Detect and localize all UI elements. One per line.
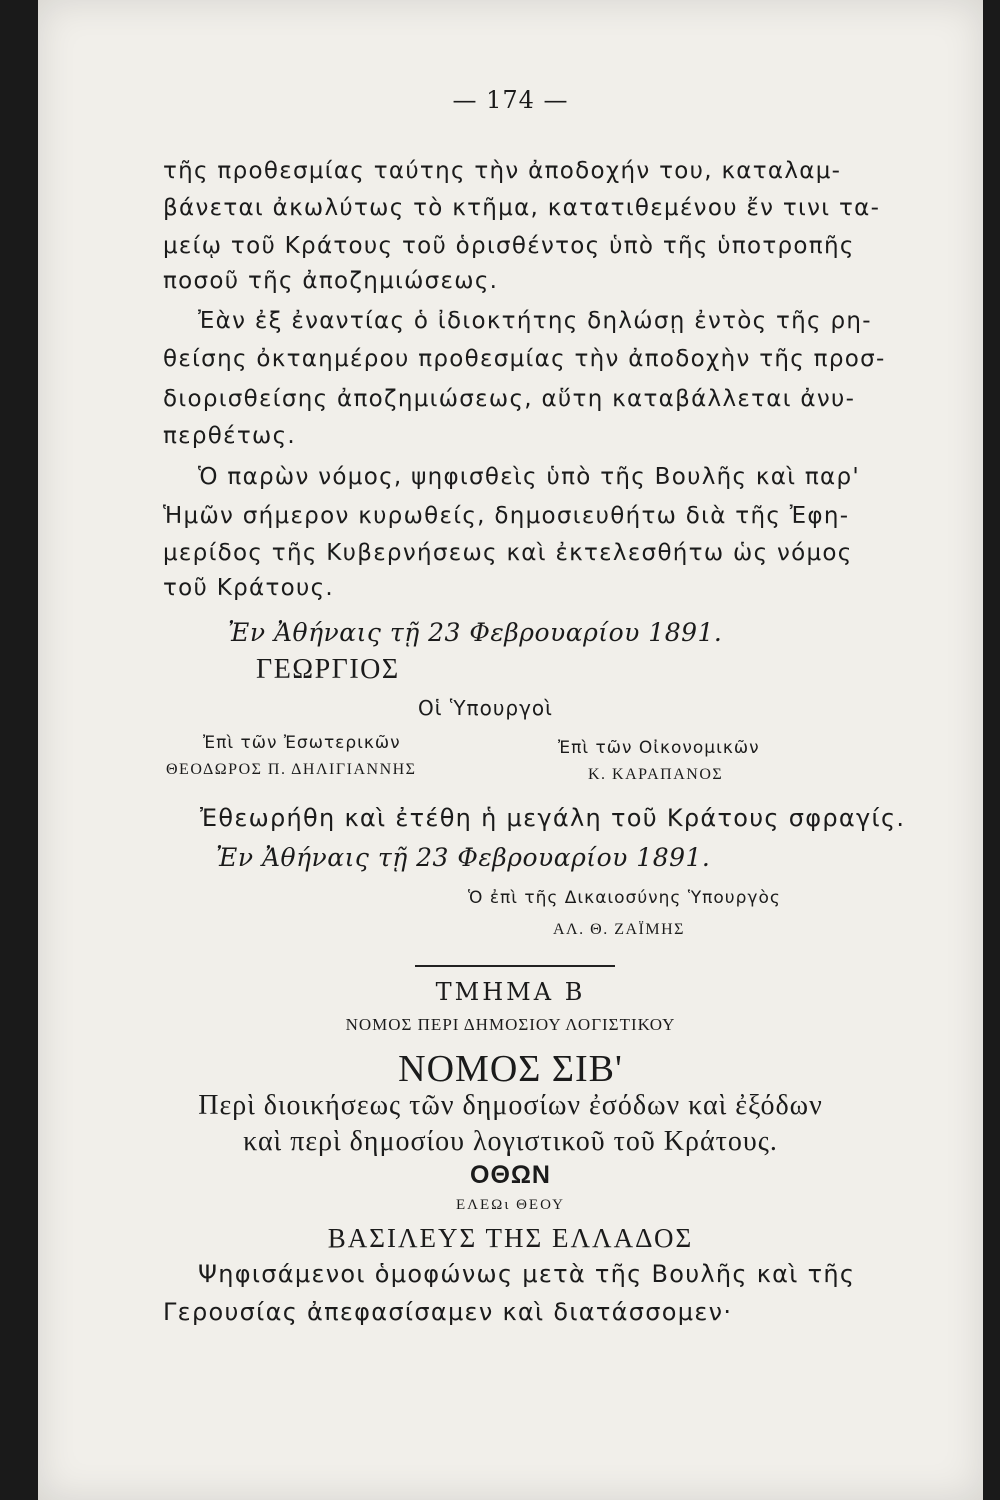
- document-page: [38, 0, 983, 1500]
- paragraph-2-line-4: περθέτως.: [163, 423, 297, 449]
- law-subject-line-1: Περὶ διοικήσεως τῶν δημοσίων ἐσόδων καὶ ἐξόδων: [198, 1090, 823, 1121]
- monarch-name: ΟΘΩΝ: [470, 1161, 551, 1189]
- paragraph-3-line-3: μερίδος τῆς Κυβερνήσεως καὶ ἐκτελεσθήτω ὡς νόμος: [163, 540, 853, 566]
- paragraph-1-line-3: μείῳ τοῦ Κράτους τοῦ ὁρισθέντος ὑπὸ τῆς ὑποτροπῆς: [163, 233, 855, 259]
- monarch-grace: ΕΛΕΩι ΘΕΟΥ: [455, 1197, 566, 1213]
- paragraph-1-line-1: τῆς προθεσμίας ταύτης τὴν ἀποδοχήν του, καταλαμ-: [163, 158, 842, 184]
- monarch-title: ΒΑΣΙΛΕΥΣ ΤΗΣ ΕΛΛΑΔΟΣ: [327, 1223, 694, 1253]
- paragraph-3-line-1: Ὁ παρὼν νόμος, ψηφισθεὶς ὑπὸ τῆς Βουλῆς καὶ παρ': [198, 464, 861, 490]
- justice-minister-office: Ὁ ἐπὶ τῆς Δικαιοσύνης Ὑπουργὸς: [468, 888, 781, 908]
- paragraph-2-line-2: θείσης ὀκταημέρου προθεσμίας τὴν ἀποδοχὴν τῆς προσ-: [163, 346, 886, 372]
- ministers-heading: Οἱ Ὑπουργοὶ: [418, 696, 553, 720]
- section-subtitle: ΝΟΜΟΣ ΠΕΡΙ ΔΗΜΟΣΙΟΥ ΛΟΓΙΣΤΙΚΟΥ: [345, 1015, 676, 1034]
- justice-minister-name: ΑΛ. Θ. ΖΑΪΜΗΣ: [553, 921, 685, 938]
- paragraph-1-line-2: βάνεται ἀκωλύτως τὸ κτῆμα, κατατιθεμένου ἔν τινι τα-: [163, 195, 881, 221]
- date-line-1: Ἐν Ἀθήναις τῇ 23 Φεβρουαρίου 1891.: [228, 618, 723, 647]
- law-subject-line-2: καὶ περὶ δημοσίου λογιστικοῦ τοῦ Κράτους.: [243, 1126, 778, 1157]
- decree-line-2: Γερουσίας ἀπεφασίσαμεν καὶ διατάσσομεν·: [163, 1298, 733, 1326]
- paragraph-2-line-1: Ἐὰν ἐξ ἐναντίας ὁ ἰδιοκτήτης δηλώσῃ ἐντὸς τῆς ρη-: [198, 308, 872, 334]
- paragraph-3-line-4: τοῦ Κράτους.: [163, 575, 335, 601]
- paragraph-3-line-2: Ἡμῶν σήμερον κυρωθείς, δημοσιευθήτω διὰ τῆς Ἐφη-: [163, 503, 850, 529]
- seal-statement: Ἐθεωρήθη καὶ ἐτέθη ἡ μεγάλη τοῦ Κράτους σφραγίς.: [200, 804, 906, 832]
- minister-left-name: ΘΕΟΔΩΡΟΣ Π. ΔΗΛΙΓΙΑΝΝΗΣ: [166, 761, 417, 778]
- king-signature: ΓΕΩΡΓΙΟΣ: [256, 654, 400, 685]
- section-divider: [415, 965, 615, 967]
- decree-line-1: Ψηφισάμενοι ὁμοφώνως μετὰ τῆς Βουλῆς καὶ τῆς: [198, 1260, 856, 1288]
- minister-left-office: Ἐπὶ τῶν Ἐσωτερικῶν: [203, 733, 401, 753]
- paragraph-2-line-3: διορισθείσης ἀποζημιώσεως, αὕτη καταβάλλεται ἀνυ-: [163, 386, 856, 412]
- paragraph-1-line-4: ποσοῦ τῆς ἀποζημιώσεως.: [163, 268, 499, 294]
- law-number: ΝΟΜΟΣ ΣΙΒ': [398, 1048, 623, 1090]
- minister-right-office: Ἐπὶ τῶν Οἰκονομικῶν: [558, 738, 760, 758]
- section-title: ΤΜΗΜΑ Β: [435, 978, 586, 1006]
- page-number: — 174 —: [452, 86, 569, 114]
- date-line-2: Ἐν Ἀθήναις τῇ 23 Φεβρουαρίου 1891.: [216, 843, 711, 872]
- minister-right-name: Κ. ΚΑΡΑΠΑΝΟΣ: [588, 766, 724, 783]
